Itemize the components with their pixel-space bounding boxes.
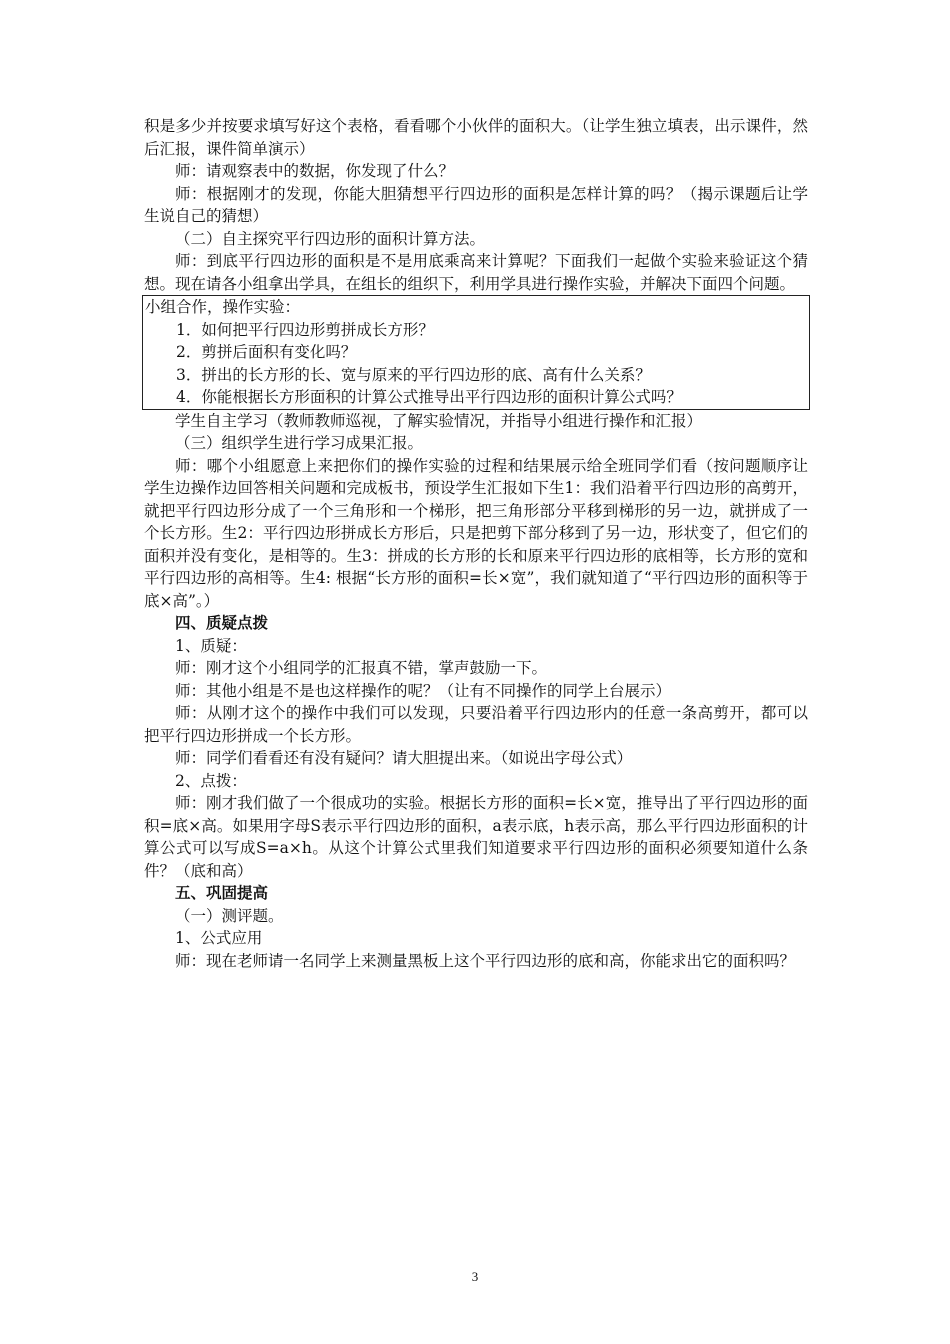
paragraph: 师：刚才这个小组同学的汇报真不错，掌声鼓励一下。 xyxy=(175,659,548,677)
paragraph: 师：现在老师请一名同学上来测量黑板上这个平行四边形的底和高，你能求出它的面积吗？ xyxy=(175,951,796,970)
box-title: 小组合作，操作实验： xyxy=(145,298,301,316)
paragraph: 学生自主学习（教师教师巡视，了解实验情况，并指导小组进行操作和汇报） xyxy=(175,411,703,430)
heading-section-5: 五、巩固提高 xyxy=(175,883,269,902)
section-5-body xyxy=(144,905,808,973)
paragraph: 师：从刚才这个的操作中我们可以发现，只要沿着平行四边形内的任意一条高剪开，都可以把平行四边形拼成一个长方形。 xyxy=(144,704,808,745)
paragraph: （一）测评题。 xyxy=(175,906,284,925)
paragraph: 2、点拨： xyxy=(175,771,247,790)
heading-section-4: 四、质疑点拨 xyxy=(175,613,269,632)
box-list xyxy=(145,319,807,409)
paragraph: （三）组织学生进行学习成果汇报。 xyxy=(175,434,424,452)
page-number: 3 xyxy=(471,1269,479,1284)
paragraph: 1、公式应用 xyxy=(175,929,263,947)
box-list-item: 3．拼出的长方形的长、宽与原来的平行四边形的底、高有什么关系？ xyxy=(176,365,651,384)
paragraph: 1、质疑： xyxy=(175,636,247,655)
paragraph: 积是多少并按要求填写好这个表格，看看哪个小伙伴的面积大。（让学生独立填表，出示课件，然后汇报，课件简单演示） xyxy=(144,117,808,158)
box-list-item: 1．如何把平行四边形剪拼成长方形？ xyxy=(176,320,434,339)
group-task-box xyxy=(142,295,810,410)
box-list-item: 2．剪拼后面积有变化吗？ xyxy=(176,343,357,361)
paragraph: 师：根据刚才的发现，你能大胆猜想平行四边形的面积是怎样计算的吗？（揭示课题后让学生说自己的猜想） xyxy=(144,184,808,225)
paragraph: 师：到底平行四边形的面积是不是用底乘高来计算呢？下面我们一起做个实验来验证这个猜想。现在请各小组拿出学具，在组长的组织下，利用学具进行操作实验，并解决下面四个问题。 xyxy=(144,252,808,293)
section-intro xyxy=(144,115,808,295)
paragraph: 师：请观察表中的数据，你发现了什么？ xyxy=(175,162,455,180)
paragraph: （二）自主探究平行四边形的面积计算方法。 xyxy=(175,229,486,248)
section-report xyxy=(144,410,808,613)
box-list-item: 4．你能根据长方形面积的计算公式推导出平行四边形的面积计算公式吗？ xyxy=(176,388,682,406)
section-4-body xyxy=(144,635,808,883)
paragraph: 师：哪个小组愿意上来把你们的操作实验的过程和结果展示给全班同学们看（按问题顺序让学生边操作边回答相关问题和完成板书，预设学生汇报如下生1：我们沿着平行四边形的高剪开，就把平行四边形分成了一个三角形和一个梯形，把三角形部分平移到梯形的另一边，就拼成了一个长方形。生2：平行四边形拼成长方形后，只是把剪下部分移到了另一边，形状变了，但它们的面积并没有变化，是相等的。生3：拼成的长方形的长和原来平行四边形的底相等，长方形的宽和平行四边形的高相等。生4: 根据“长方形的面积=长×宽”，我们就知道了“平行四边形的面积等于底×高”。） xyxy=(144,456,808,610)
paragraph: 师：同学们看看还有没有疑问？请大胆提出来。（如说出字母公式） xyxy=(175,749,633,767)
paragraph: 师：其他小组是不是也这样操作的呢？（让有不同操作的同学上台展示） xyxy=(175,681,672,700)
document-body xyxy=(144,115,808,972)
paragraph: 师：刚才我们做了一个很成功的实验。根据长方形的面积=长×宽，推导出了平行四边形的面积=底×高。如果用字母S表示平行四边形的面积，a表示底，h表示高，那么平行四边形面积的计算公式可以写成S=a×h。从这个计算公式里我们知道要求平行四边形的面积必须要知道什么条件？（底和高） xyxy=(144,794,808,880)
